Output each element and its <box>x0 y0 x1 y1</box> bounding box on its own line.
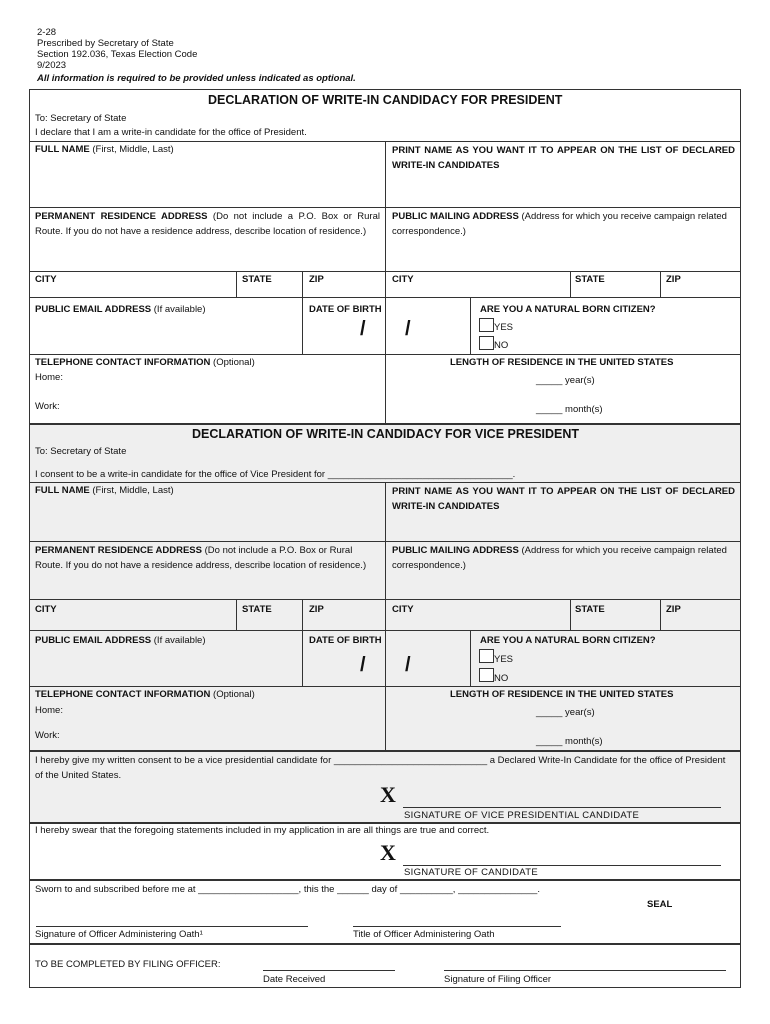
mailing-city-field[interactable]: CITY <box>392 274 414 285</box>
vice-consent[interactable]: I consent to be a write-in candidate for the office of Vice President for ___________________________________. <box>35 469 516 480</box>
citizen-no-label: NO <box>494 340 509 351</box>
candidate-signature-label: SIGNATURE OF CANDIDATE <box>404 867 538 878</box>
vp-consent-section <box>29 751 741 823</box>
citizen-no-checkbox[interactable] <box>479 336 494 350</box>
vp-email-field[interactable]: PUBLIC EMAIL ADDRESS (If available) <box>35 635 206 646</box>
form-date: 9/2023 <box>37 60 67 71</box>
vp-residence-years-field[interactable]: _____ year(s) <box>536 707 595 718</box>
candidate-signature-x: X <box>380 840 396 865</box>
vp-permanent-address-field[interactable]: PERMANENT RESIDENCE ADDRESS (Do not include a P.O. Box or Rural Route. If you do not have a residence address, describe location of residence.) <box>35 545 367 571</box>
filing-officer-section <box>29 944 741 988</box>
print-name-field[interactable]: PRINT NAME AS YOU WANT IT TO APPEAR ON THE LIST OF DECLARED WRITE-IN CANDIDATES <box>392 145 735 171</box>
vp-zip-field[interactable]: ZIP <box>309 604 324 615</box>
vp-citizen-yes-checkbox[interactable] <box>479 649 494 663</box>
vp-residence-length-label: LENGTH OF RESIDENCE IN THE UNITED STATES <box>450 689 674 700</box>
mailing-state-field[interactable]: STATE <box>575 274 605 285</box>
vp-citizen-yes-label: YES <box>494 654 514 665</box>
vp-dob-slash-2: / <box>405 654 411 676</box>
vp-citizen-no-label: NO <box>494 673 509 684</box>
election-code-section: Section 192.036, Texas Election Code <box>37 49 198 60</box>
home-phone-field[interactable]: Home: <box>35 372 63 383</box>
candidate-oath-section <box>29 823 741 880</box>
dob-field[interactable]: DATE OF BIRTH <box>309 304 382 315</box>
sworn-text[interactable]: Sworn to and subscribed before me at ___________________, this the ______ day of __________, _______________. <box>35 884 540 895</box>
vp-state-field[interactable]: STATE <box>242 604 272 615</box>
vp-mailing-zip-field[interactable]: ZIP <box>666 604 681 615</box>
vp-work-phone-field[interactable]: Work: <box>35 730 60 741</box>
residence-years-field[interactable]: _____ year(s) <box>536 375 595 386</box>
email-field[interactable]: PUBLIC EMAIL ADDRESS (If available) <box>35 304 206 315</box>
officer-signature-line[interactable] <box>36 926 308 927</box>
vice-to: To: Secretary of State <box>35 446 127 457</box>
work-phone-field[interactable]: Work: <box>35 401 60 412</box>
vp-citizen-no-checkbox[interactable] <box>479 668 494 682</box>
dob-slash-1: / <box>360 318 366 340</box>
residence-length-label: LENGTH OF RESIDENCE IN THE UNITED STATES <box>450 357 674 368</box>
city-field[interactable]: CITY <box>35 274 57 285</box>
zip-field[interactable]: ZIP <box>309 274 324 285</box>
officer-signature-label: Signature of Officer Administering Oath¹ <box>35 929 203 940</box>
vp-telephone-label: TELEPHONE CONTACT INFORMATION (Optional) <box>35 689 255 700</box>
president-declaration: I declare that I am a write-in candidate for the office of President. <box>35 127 307 138</box>
president-to: To: Secretary of State <box>35 113 127 124</box>
vp-full-name-field[interactable]: FULL NAME (First, Middle, Last) <box>35 485 174 496</box>
vp-signature-line[interactable] <box>403 807 721 808</box>
prescribed-by: Prescribed by Secretary of State <box>37 38 174 49</box>
citizen-yes-checkbox[interactable] <box>479 318 494 332</box>
vp-print-name-field[interactable]: PRINT NAME AS YOU WANT IT TO APPEAR ON THE LIST OF DECLARED WRITE-IN CANDIDATES <box>392 486 735 512</box>
vp-city-field[interactable]: CITY <box>35 604 57 615</box>
vp-residence-months-field[interactable]: _____ month(s) <box>536 736 603 747</box>
vp-dob-field[interactable]: DATE OF BIRTH <box>309 635 382 646</box>
form-number: 2-28 <box>37 27 57 38</box>
citizen-question: ARE YOU A NATURAL BORN CITIZEN? <box>480 304 656 315</box>
vp-mailing-city-field[interactable]: CITY <box>392 604 414 615</box>
filing-signature-label: Signature of Filing Officer <box>444 974 552 985</box>
officer-title-label: Title of Officer Administering Oath <box>353 929 495 940</box>
filing-signature-line[interactable] <box>444 970 726 971</box>
vp-signature-label: SIGNATURE OF VICE PRESIDENTIAL CANDIDATE <box>404 810 640 821</box>
residence-months-field[interactable]: _____ month(s) <box>536 404 603 415</box>
president-section <box>29 89 741 424</box>
seal-label: SEAL <box>647 899 673 910</box>
vice-president-title: DECLARATION OF WRITE-IN CANDIDACY FOR VICE PRESIDENT <box>192 427 580 441</box>
mailing-address-field[interactable]: PUBLIC MAILING ADDRESS (Address for which you receive campaign related correspondence.) <box>392 211 727 237</box>
vp-mailing-state-field[interactable]: STATE <box>575 604 605 615</box>
dob-slash-2: / <box>405 318 411 340</box>
oath-text: I hereby swear that the foregoing statements included in my application in are all things are true and correct. <box>35 825 490 836</box>
vp-dob-slash-1: / <box>360 654 366 676</box>
vp-citizen-question: ARE YOU A NATURAL BORN CITIZEN? <box>480 635 656 646</box>
telephone-label: TELEPHONE CONTACT INFORMATION (Optional) <box>35 357 255 368</box>
date-received-line[interactable] <box>263 970 395 971</box>
vp-mailing-address-field[interactable]: PUBLIC MAILING ADDRESS (Address for which you receive campaign related correspondence.) <box>392 545 727 571</box>
vp-signature-x: X <box>380 782 396 807</box>
date-received-label: Date Received <box>263 974 326 985</box>
citizen-yes-label: YES <box>494 322 514 333</box>
vp-home-phone-field[interactable]: Home: <box>35 705 63 716</box>
vp-consent-text: I hereby give my written consent to be a vice presidential candidate for _____________________________ a Declared Write-In Candidate for the office of President of the United States. <box>35 755 726 781</box>
mailing-zip-field[interactable]: ZIP <box>666 274 681 285</box>
filing-officer-label: TO BE COMPLETED BY FILING OFFICER: <box>35 959 221 970</box>
full-name-field[interactable]: FULL NAME (First, Middle, Last) <box>35 144 174 155</box>
state-field[interactable]: STATE <box>242 274 272 285</box>
officer-title-line[interactable] <box>353 926 561 927</box>
required-notice: All information is required to be provided unless indicated as optional. <box>37 73 356 84</box>
sworn-section <box>29 880 741 944</box>
vice-president-section <box>29 424 741 751</box>
permanent-address-field[interactable]: PERMANENT RESIDENCE ADDRESS (Do not include a P.O. Box or Rural Route. If you do not have a residence address, describe location of residence.) <box>35 211 380 237</box>
president-title: DECLARATION OF WRITE-IN CANDIDACY FOR PRESIDENT <box>208 93 563 107</box>
